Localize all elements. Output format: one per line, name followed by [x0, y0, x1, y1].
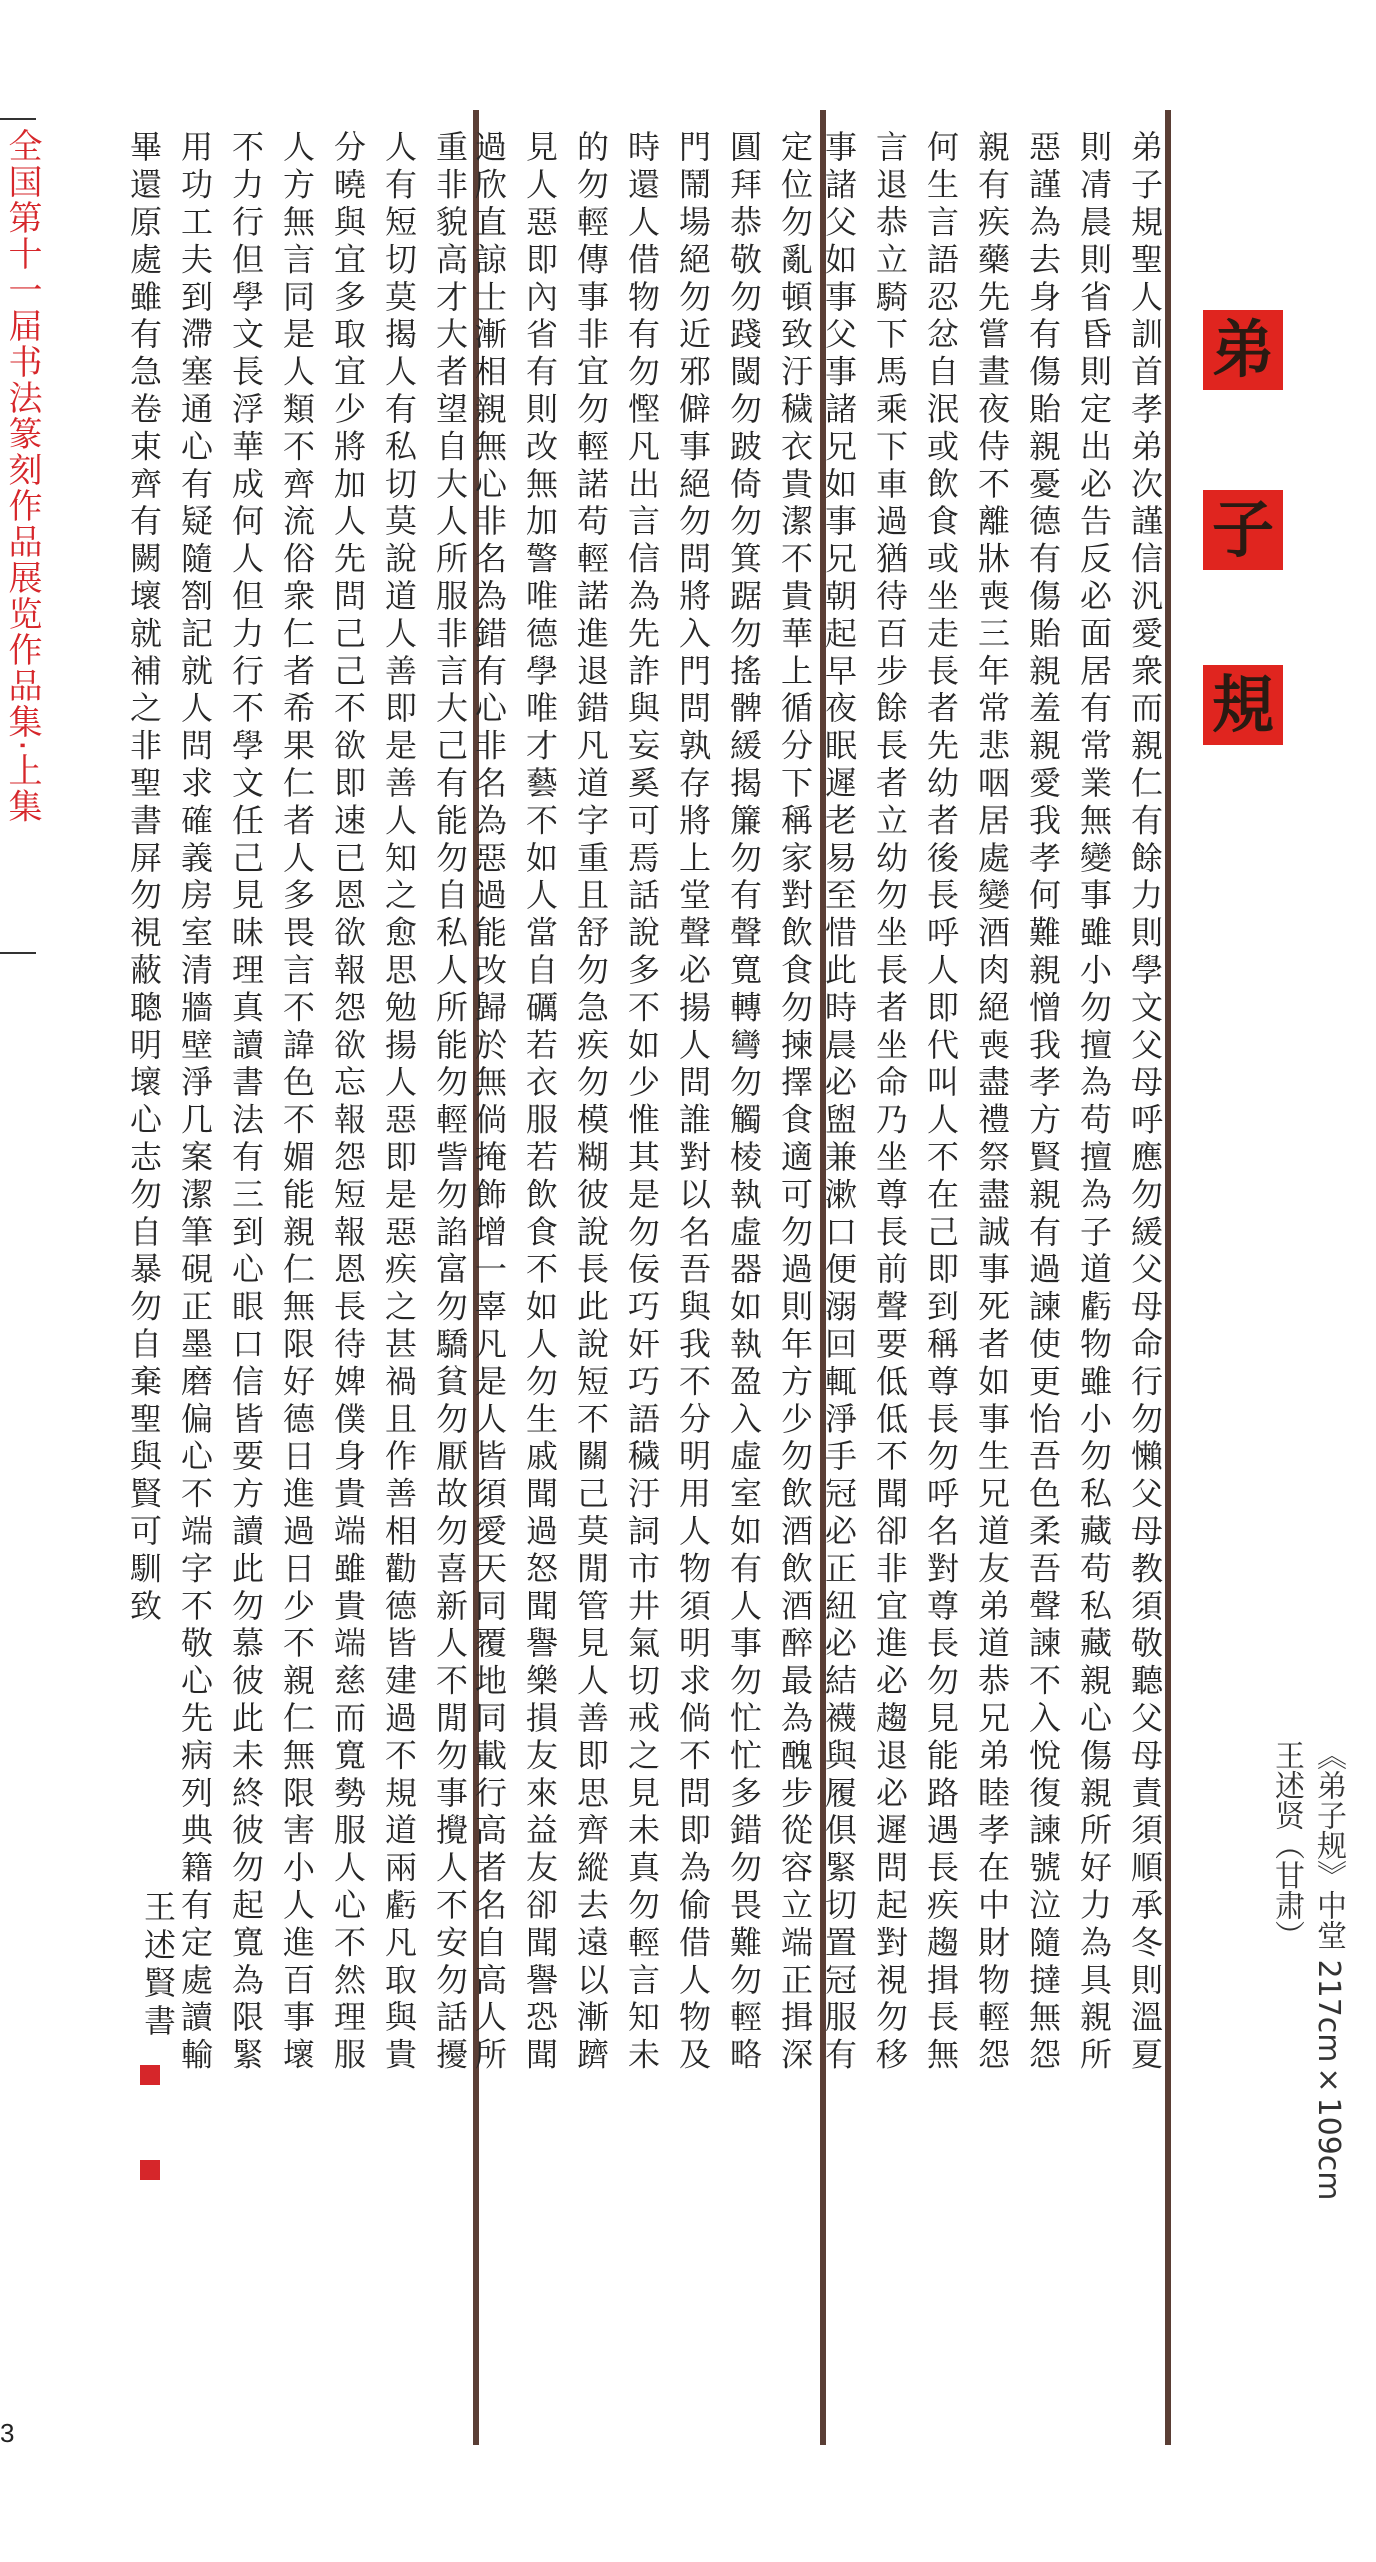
calligraphy-column: 畢還原處雖有急卷束齊有闕壞就補之非聖書屏勿視蔽聰明壞心志勿自暴勿自棄聖與賢可馴致	[125, 130, 163, 1626]
calligraphy-column: 事諸父如事父事諸兄如事兄朝起早夜眠遲老易至惜此時晨必盥兼漱口便溺回輒淨手冠必正紐必結襪與履俱緊切置冠服有	[820, 130, 858, 2075]
book-title: 全国第十一届书法篆刻作品展览作品集·上集	[2, 128, 42, 825]
calligraphy-column: 見人惡即內省有則改無加警唯德學唯才藝不如人當自礪若衣服若飲食不如人勿生戚聞過怒聞譽樂損友來益友卻聞譽恐聞	[521, 130, 559, 2075]
calligraphy-column: 則凊晨則省昏則定出必告反必面居有常業無變事雖小勿擅為苟擅為子道虧物雖小勿私藏苟私藏親心傷親所好力為具親所	[1075, 130, 1113, 2075]
calligraphy-column: 人方無言同是人類不齊流俗衆仁者希果仁者人多畏言不諱色不媚能親仁無限好德日進過日少不親仁無限害小人進百事壞	[278, 130, 316, 2075]
artist-seal	[140, 2160, 160, 2180]
page-number: 3	[0, 2418, 15, 2448]
top-rule	[0, 118, 36, 120]
calligraphy-panel	[125, 130, 470, 2410]
calligraphy-panel	[470, 130, 815, 2410]
calligraphy-column: 弟子規聖人訓首孝弟次謹信汎愛衆而親仁有餘力則學文父母呼應勿緩父母命行勿懶父母教須敬聽父母責須順承冬則溫夏	[1126, 130, 1164, 2075]
calligraphy-column: 門鬧場絕勿近邪僻事絕勿問將入門問孰存將上堂聲必揚人問誰對以名吾與我不分明用人物須明求倘不問即為偷借人物及	[674, 130, 712, 2075]
calligraphy-column: 人有短切莫揭人有私切莫說道人善即是善人知之愈思勉揚人惡即是惡疾之甚禍且作善相勸德皆建過不規道兩虧凡取與貴	[380, 130, 418, 2075]
artist-seal	[140, 2065, 160, 2085]
caption-work: 《弟子规》中堂 217cm×109cm	[1311, 1740, 1346, 2201]
calligraphy-column: 圓拜恭敬勿踐閾勿跛倚勿箕踞勿搖髀緩揭簾勿有聲寬轉彎勿觸棱執虛器如執盈入虛室如有人事勿忙忙多錯勿畏難勿輕略	[725, 130, 763, 2075]
calligraphy-panel	[820, 130, 1165, 2410]
calligraphy-column: 過欣直諒士漸相親無心非名為錯有心非名為惡過能改歸於無倘掩飾增一辜凡是人皆須愛天同覆地同載行高者名自高人所	[470, 130, 508, 2075]
title-seal: 子	[1203, 490, 1283, 570]
calligraphy-column: 重非貌高才大者望自大人所服非言大己有能勿自私人所能勿輕訾勿諂富勿驕貧勿厭故勿喜新人不閒勿事攪人不安勿話擾	[431, 130, 469, 2075]
calligraphy-column: 惡謹為去身有傷貽親憂德有傷貽親羞親愛我孝何難親憎我孝方賢親有過諫使更怡吾色柔吾聲諫不入悅復諫號泣隨撻無怨	[1024, 130, 1062, 2075]
artist-signature: 王述賢書	[139, 1890, 177, 2042]
caption-author: 王述贤（甘肃）	[1269, 1740, 1304, 1950]
calligraphy-column: 何生言語忍忿自泯或飲食或坐走長者先幼者後長呼人即代叫人不在己即到稱尊長勿呼名對尊長勿見能路遇長疾趨揖長無	[922, 130, 960, 2075]
calligraphy-column: 用功工夫到滯塞通心有疑隨劄記就人問求確義房室清牆壁淨几案潔筆硯正墨磨偏心不端字不敬心先病列典籍有定處讀輸	[176, 130, 214, 2075]
title-seal: 弟	[1203, 310, 1283, 390]
calligraphy-column: 的勿輕傳事非宜勿輕諾苟輕諾進退錯凡道字重且舒勿急疾勿模糊彼說長此說短不關己莫閒管見人善即思齊縱去遠以漸躋	[572, 130, 610, 2075]
calligraphy-column: 言退恭立騎下馬乘下車過猶待百步餘長者立幼勿坐長者坐命乃坐尊長前聲要低低不聞卻非宜進必趨退必遲問起對視勿移	[871, 130, 909, 2075]
calligraphy-column: 時還人借物有勿慳凡出言信為先詐與妄奚可焉話說多不如少惟其是勿佞巧奸巧語穢汙詞市井氣切戒之見未真勿輕言知未	[623, 130, 661, 2075]
calligraphy-column: 不力行但學文長浮華成何人但力行不學文任己見昧理真讀書法有三到心眼口信皆要方讀此勿慕彼此未終彼勿起寬為限緊	[227, 130, 265, 2075]
calligraphy-column: 定位勿亂頓致汙穢衣貴潔不貴華上循分下稱家對飲食勿揀擇食適可勿過則年方少勿飲酒飲酒醉最為醜步從容立端正揖深	[776, 130, 814, 2075]
bottom-rule	[0, 952, 36, 954]
calligraphy-column: 分曉與宜多取宜少將加人先問己己不欲即速已恩欲報怨欲忘報怨短報恩長待婢僕身貴端雖貴端慈而寬勢服人心不然理服	[329, 130, 367, 2075]
title-seal: 規	[1203, 665, 1283, 745]
calligraphy-column: 親有疾藥先嘗晝夜侍不離牀喪三年常悲咽居處變酒肉絕喪盡禮祭盡誠事死者如事生兄道友弟道恭兄弟睦孝在中財物輕怨	[973, 130, 1011, 2075]
panel-divider	[1165, 110, 1171, 2445]
